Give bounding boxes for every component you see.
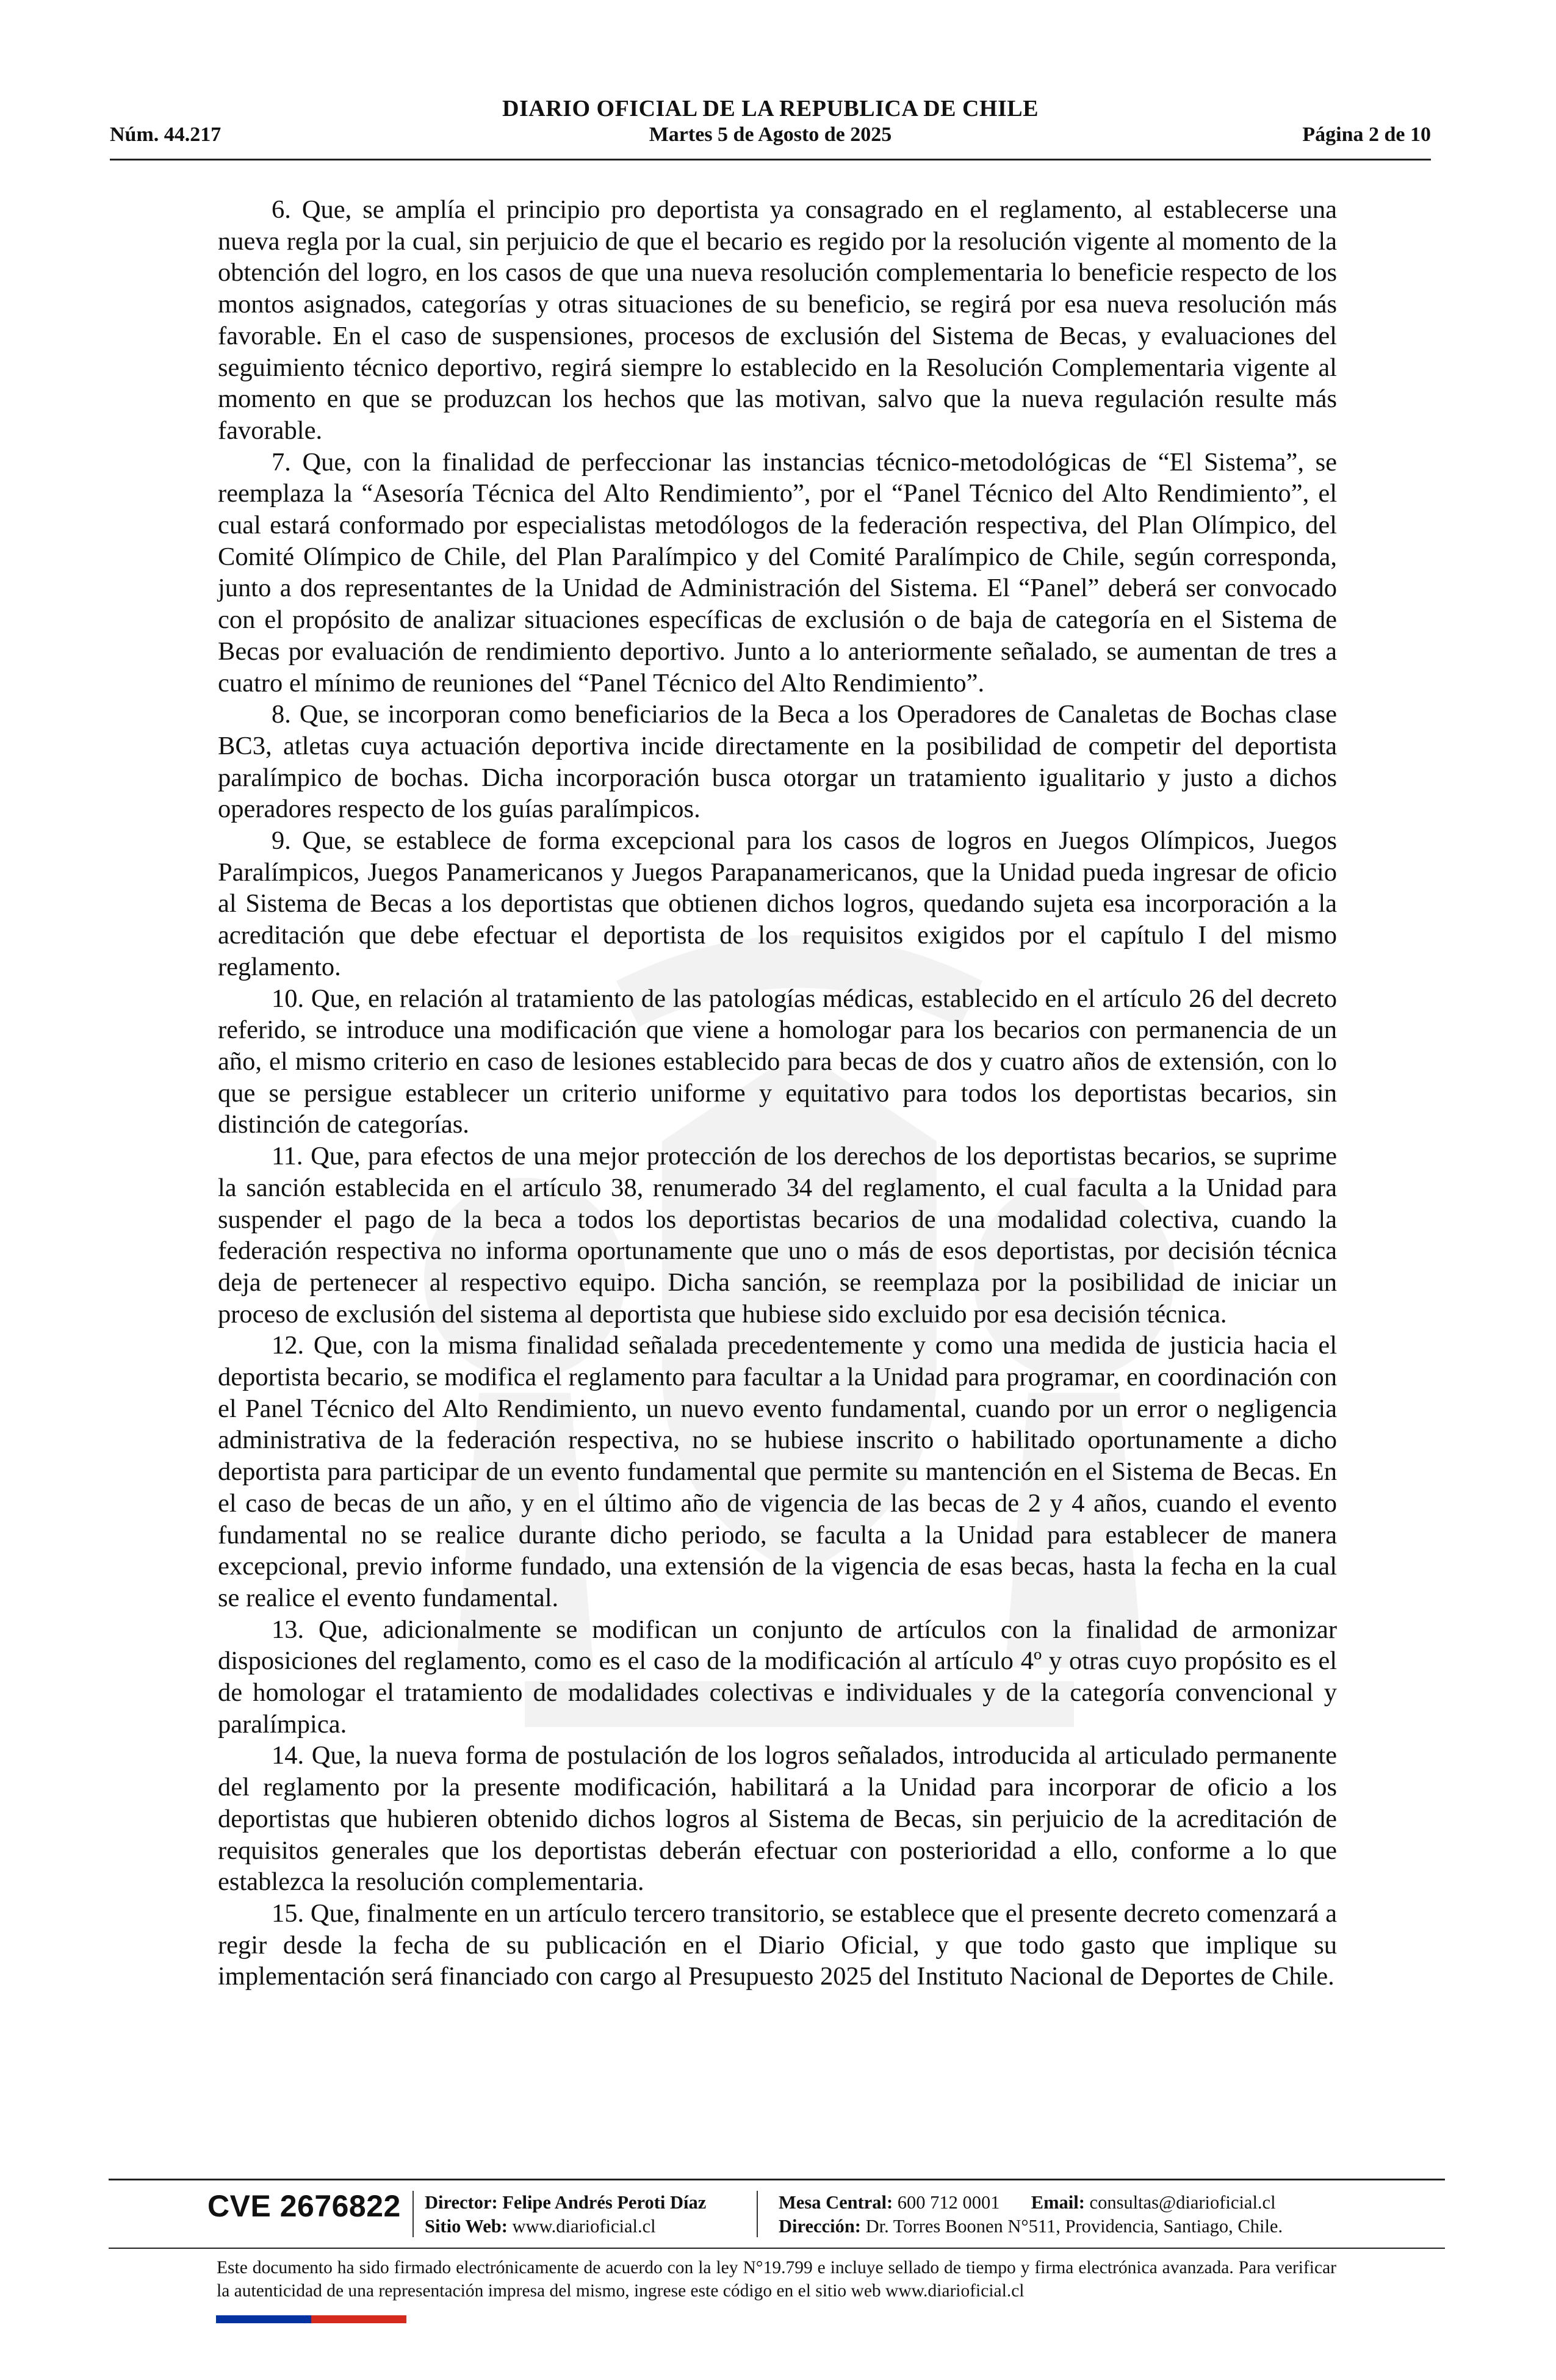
publication-title: DIARIO OFICIAL DE LA REPUBLICA DE CHILE bbox=[502, 96, 1039, 121]
address-value: Dr. Torres Boonen N°511, Providencia, Santiago, Chile. bbox=[865, 2216, 1283, 2237]
paragraph-11: 11. Que, para efectos de una mejor protección de los derechos de los deportistas becarios, se suprime la sanción establecida en el artículo 38, renumerado 34 del reglamento, el cual faculta a la Unidad para suspender el pago de la beca a todos los deportistas becarios de una modalidad colectiva, cuando la federación respectiva no informa oportunamente que uno o más de esos deportistas, por decisión técnica deja de pertenecer al respectivo equipo. Dicha sanción, se reemplaza por la posibilidad de iniciar un proceso de exclusión del sistema al deportista que hubiese sido excluido por esa decisión técnica. bbox=[218, 1142, 1337, 1329]
footer-top-divider bbox=[109, 2179, 1445, 2180]
paragraph-14: 14. Que, la nueva forma de postulación de los logros señalados, introducida al articulado permanente del reglamento por la presente modificación, habilitará a la Unidad para incorporar de oficio a los deportistas que hubieren obtenido dichos logros al Sistema de Becas, sin perjuicio de la acreditación de requisitos generales que los deportistas deberán efectuar con posterioridad a ello, conforme a lo que establezca la resolución complementaria. bbox=[218, 1741, 1337, 1897]
publication-date: Martes 5 de Agosto de 2025 bbox=[649, 123, 892, 146]
phone-email-line bbox=[779, 2191, 1283, 2215]
address-line bbox=[779, 2215, 1283, 2238]
director-label: Director: bbox=[425, 2192, 498, 2213]
director-line bbox=[425, 2191, 706, 2215]
footer-divider bbox=[757, 2191, 758, 2237]
paragraph-15: 15. Que, finalmente en un artículo tercero transitorio, se establece que el presente decreto comenzará a regir desde la fecha de su publicación en el Diario Oficial, y que todo gasto que implique su implementación será financiado con cargo al Presupuesto 2025 del Instituto Nacional de Deportes de Chile. bbox=[218, 1899, 1337, 1991]
flag-red-segment bbox=[311, 2315, 406, 2323]
signature-disclaimer: Este documento ha sido firmado electrónicamente de acuerdo con la ley N°19.799 e incluye sellado de tiempo y firma electrónica avanzada. Para verificar la autenticidad de una representación impresa del mismo, ingrese este código en el sitio web www.diarioficial.cl bbox=[217, 2258, 1336, 2301]
phone-label: Mesa Central: bbox=[779, 2192, 893, 2213]
website-line bbox=[425, 2215, 706, 2238]
footer-divider bbox=[412, 2191, 414, 2237]
page-indicator: Página 2 de 10 bbox=[1302, 123, 1431, 146]
paragraph-7: 7. Que, con la finalidad de perfeccionar las instancias técnico-metodológicas de “El Sistema”, se reemplaza la “Asesoría Técnica del Alto Rendimiento”, por el “Panel Técnico del Alto Rendimiento”, el cual estará conformado por especialistas metodólogos de la federación respectiva, del Plan Olímpico, del Comité Olímpico de Chile, del Plan Paralímpico y del Comité Paralímpico de Chile, según corresponda, junto a dos representantes de la Unidad de Administración del Sistema. El “Panel” deberá ser convocado con el propósito de analizar situaciones específicas de exclusión o de baja de categoría en el Sistema de Becas por evaluación de rendimiento deportivo. Junto a lo anteriormente señalado, se aumentan de tres a cuatro el mínimo de reuniones del “Panel Técnico del Alto Rendimiento”. bbox=[218, 447, 1337, 698]
paragraph-12: 12. Que, con la misma finalidad señalada precedentemente y como una medida de justicia hacia el deportista becario, se modifica el reglamento para facultar a la Unidad para programar, en coordinación con el Panel Técnico del Alto Rendimiento, un nuevo evento fundamental, cuando por un error o negligencia administrativa de la federación respectiva, no se hubiese inscrito o habilitado oportunamente a dicho deportista para participar de un evento fundamental que permite su mantención en el Sistema de Becas. En el caso de becas de un año, y en el último año de vigencia de las becas de 2 y 4 años, cuando el evento fundamental no se realice durante dicho periodo, se faculta a la Unidad para establecer de manera excepcional, previo informe fundado, una extensión de la vigencia de esas becas, hasta la fecha en la cual se realice el evento fundamental. bbox=[218, 1331, 1337, 1612]
footer-bottom-divider bbox=[109, 2248, 1445, 2249]
website-label: Sitio Web: bbox=[425, 2216, 508, 2237]
footer-contact-right bbox=[779, 2191, 1283, 2238]
footer-contact-left bbox=[425, 2191, 706, 2238]
issue-number: Núm. 44.217 bbox=[110, 123, 222, 146]
document-body bbox=[218, 194, 1337, 1992]
paragraph-10: 10. Que, en relación al tratamiento de las patologías médicas, establecido en el artículo 26 del decreto referido, se introduce una modificación que viene a homologar para los becarios con permanencia de un año, el mismo criterio en caso de lesiones establecido para becas de dos y cuatro años de extensión, con lo que se persigue establecer un criterio uniforme y equitativo para todos los deportistas becarios, sin distinción de categorías. bbox=[218, 984, 1337, 1139]
paragraph-8: 8. Que, se incorporan como beneficiarios de la Beca a los Operadores de Canaletas de Bochas clase BC3, atletas cuya actuación deportiva incide directamente en la posibilidad de competir del deportista paralímpico de bochas. Dicha incorporación busca otorgar un tratamiento igualitario y justo a dichos operadores respecto de los guías paralímpicos. bbox=[218, 700, 1337, 824]
email-label: Email: bbox=[1031, 2192, 1085, 2213]
paragraph-13: 13. Que, adicionalmente se modifican un conjunto de artículos con la finalidad de armonizar disposiciones del reglamento, como es el caso de la modificación al artículo 4º y otras cuyo propósito es el de homologar el tratamiento de modalidades colectivas e individuales y de la categoría convencional y paralímpica. bbox=[218, 1615, 1337, 1739]
page-header bbox=[110, 92, 1431, 160]
website-link[interactable]: www.diarioficial.cl bbox=[512, 2216, 656, 2237]
phone-value: 600 712 0001 bbox=[897, 2192, 1000, 2213]
header-row bbox=[110, 123, 1431, 154]
email-link[interactable]: consultas@diarioficial.cl bbox=[1089, 2192, 1276, 2213]
flag-color-bar bbox=[216, 2315, 406, 2323]
address-label: Dirección: bbox=[779, 2216, 861, 2237]
paragraph-6: 6. Que, se amplía el principio pro deportista ya consagrado en el reglamento, al establecerse una nueva regla por la cual, sin perjuicio de que el becario es regido por la resolución vigente al momento de la obtención del logro, en los casos de que una nueva resolución complementaria lo beneficie respecto de los montos asignados, categorías y otras situaciones de su beneficio, se regirá por esa nueva resolución más favorable. En el caso de suspensiones, procesos de exclusión del Sistema de Becas, y evaluaciones del seguimiento técnico deportivo, regirá siempre lo establecido en la Resolución Complementaria vigente al momento en que se produzcan los hechos que las motivan, salvo que la nueva regulación resulte más favorable. bbox=[218, 195, 1337, 445]
flag-blue-segment bbox=[216, 2315, 311, 2323]
director-value: Felipe Andrés Peroti Díaz bbox=[502, 2192, 707, 2213]
paragraph-9: 9. Que, se establece de forma excepcional para los casos de logros en Juegos Olímpicos, Juegos Paralímpicos, Juegos Panamericanos y Juegos Parapanamericanos, que la Unidad pueda ingresar de oficio al Sistema de Becas a los deportistas que obtienen dichos logros, quedando sujeta esa incorporación a la acreditación que debe efectuar el deportista de los requisitos exigidos por el capítulo I del mismo reglamento. bbox=[218, 826, 1337, 981]
cve-code: CVE 2676822 bbox=[207, 2189, 401, 2223]
